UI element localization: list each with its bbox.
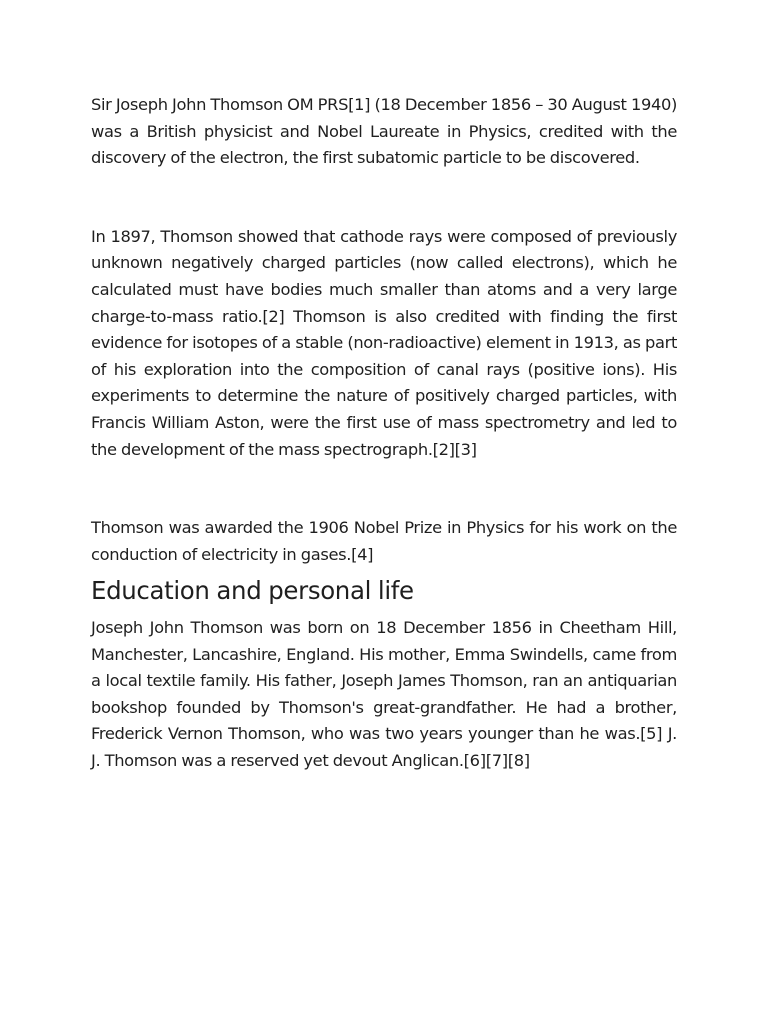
education-paragraph: Joseph John Thomson was born on 18 December 1856 in Cheetham Hill, Manchester, Lancashire, England. His mother, Emma Swindells, came from a local textile family. His father, Joseph James Thomson, ran an antiquarian bookshop founded by Thomson's great-grandfather. He had a brother, Frederick Vernon Thomson, who was two years younger than he was.[5] J. J. Thomson was a reserved yet devout Anglican.[6][7][8] (91, 617, 677, 770)
electron-discovery-paragraph: In 1897, Thomson showed that cathode rays were composed of previously unknown negatively charged particles (now called electrons), which he calculated must have bodies much smaller than atoms and a very large charge-to-mass ratio.[2] Thomson is also credited with finding the first evidence for isotopes of a stable (non-radioactive) element in 1913, as part of his exploration into the composition of canal rays (positive ions). His experiments to determine the nature of positively charged particles, with Francis William Aston, were the first use of mass spectrometry and led to the development of the mass spectrograph.[2][3] (91, 226, 677, 459)
intro-paragraph: Sir Joseph John Thomson OM PRS[1] (18 December 1856 – 30 August 1940) was a British physicist and Nobel Laureate in Physics, credited with the discovery of the electron, the first subatomic particle to be discovered. (91, 95, 677, 168)
nobel-prize-paragraph: Thomson was awarded the 1906 Nobel Prize in Physics for his work on the conduction of electricity in gases.[4] (91, 518, 677, 564)
document-page (91, 92, 677, 774)
section-heading: Education and personal life (91, 576, 414, 606)
